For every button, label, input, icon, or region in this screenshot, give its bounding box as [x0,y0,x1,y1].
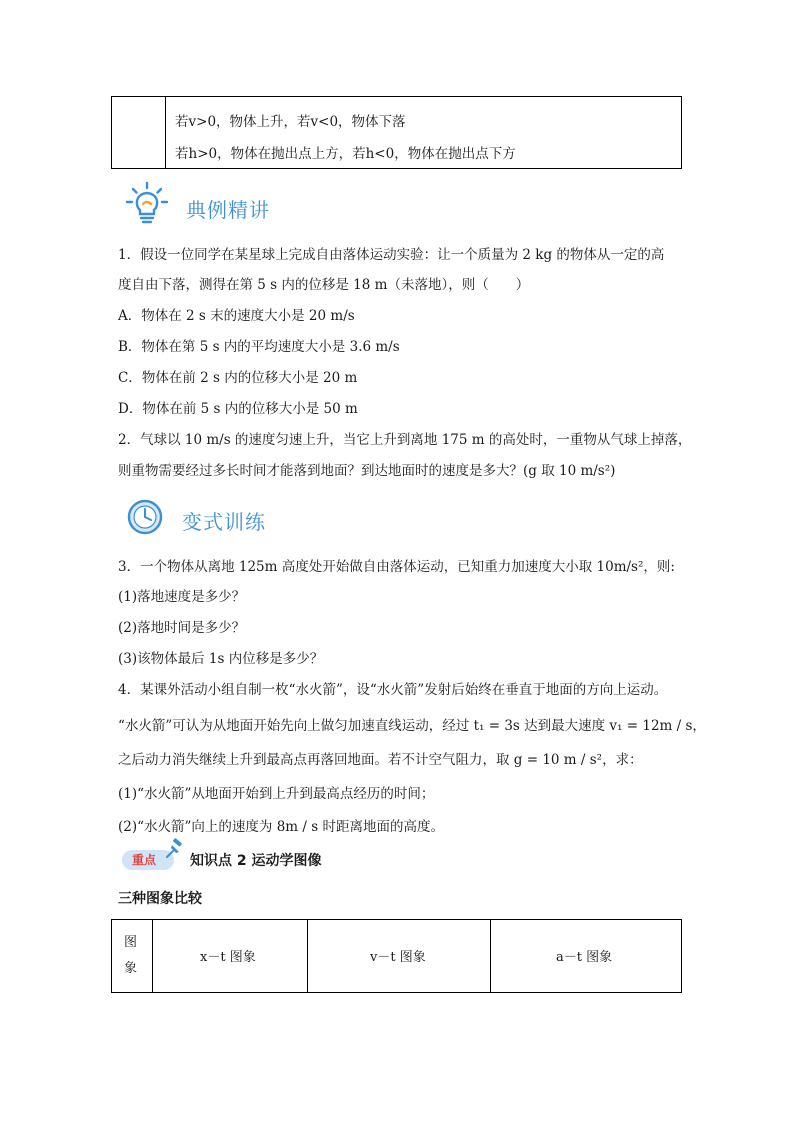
section-title-examples: 典例精讲 [186,198,270,222]
q4-line3: 之后动力消失继续上升到最高点再落回地面。若不计空气阻力，取 g = 10 m / s²，求： [118,752,643,768]
q1-line2: 度自由下落，测得在第 5 s 内的位移是 18 m（未落地），则（ ） [118,277,530,293]
q3-item3: (3)该物体最后 1s 内位移是多少？ [118,651,324,667]
q3-item1: (1)落地速度是多少？ [118,589,246,605]
table-column-divider [490,920,491,992]
pushpin-icon [164,838,186,860]
table-column-divider [307,920,308,992]
table-col-xt: x－t 图象 [200,950,256,965]
table-row-velocity: 若v>0，物体上升，若v<0，物体下落 [175,114,406,130]
table-col-vt: v－t 图象 [370,950,426,965]
top-table [111,96,682,169]
section-title-practice: 变式训练 [182,510,266,534]
q1-option-c: C．物体在前 2 s 内的位移大小是 20 m [118,370,358,386]
table-row-height: 若h>0，物体在抛出点上方，若h<0，物体在抛出点下方 [175,146,516,162]
q4-item1: (1)“水火箭”从地面开始到上升到最高点经历的时间； [118,786,435,802]
q4-line2: “水火箭”可认为从地面开始先向上做匀加速直线运动，经过 t₁ = 3s 达到最大速度 v₁ = 12m / s， [118,718,706,734]
q2-line1: 2．气球以 10 m/s 的速度匀速上升，当它上升到离地 175 m 的高处时，一重物从气球上掉落， [118,432,692,448]
table-header-cell: 图象 [124,935,138,976]
lightbulb-icon [124,180,170,226]
q4-item2: (2)“水火箭”向上的速度为 8m / s 时距离地面的高度。 [118,819,444,835]
key-point-badge: 重点 [122,850,174,870]
q4-line1: 4．某课外活动小组自制一枚“水火箭”，设“水火箭”发射后始终在垂直于地面的方向上运动。 [118,682,668,698]
compare-title: 三种图象比较 [118,891,202,907]
q1-option-a: A．物体在 2 s 末的速度大小是 20 m/s [118,308,355,324]
q1-line1: 1．假设一位同学在某星球上完成自由落体运动实验：让一个质量为 2 kg 的物体从一定的高 [118,247,665,263]
q2-line2: 则重物需要经过多长时间才能落到地面？到达地面时的速度是多大？(g 取 10 m/s²) [118,463,616,479]
table-column-divider [152,920,153,992]
table-column-divider [165,97,166,168]
comparison-table [111,919,682,993]
clock-icon [126,498,164,536]
q3-line1: 3．一个物体从离地 125m 高度处开始做自由落体运动，已知重力加速度大小取 10m/s²，则: [118,559,675,575]
q1-option-d: D．物体在前 5 s 内的位移大小是 50 m [118,401,358,417]
q1-option-b: B．物体在第 5 s 内的平均速度大小是 3.6 m/s [118,339,400,355]
table-col-at: a－t 图象 [556,950,613,965]
knowledge-point-title: 知识点 2 运动学图像 [190,853,322,869]
q3-item2: (2)落地时间是多少？ [118,620,246,636]
